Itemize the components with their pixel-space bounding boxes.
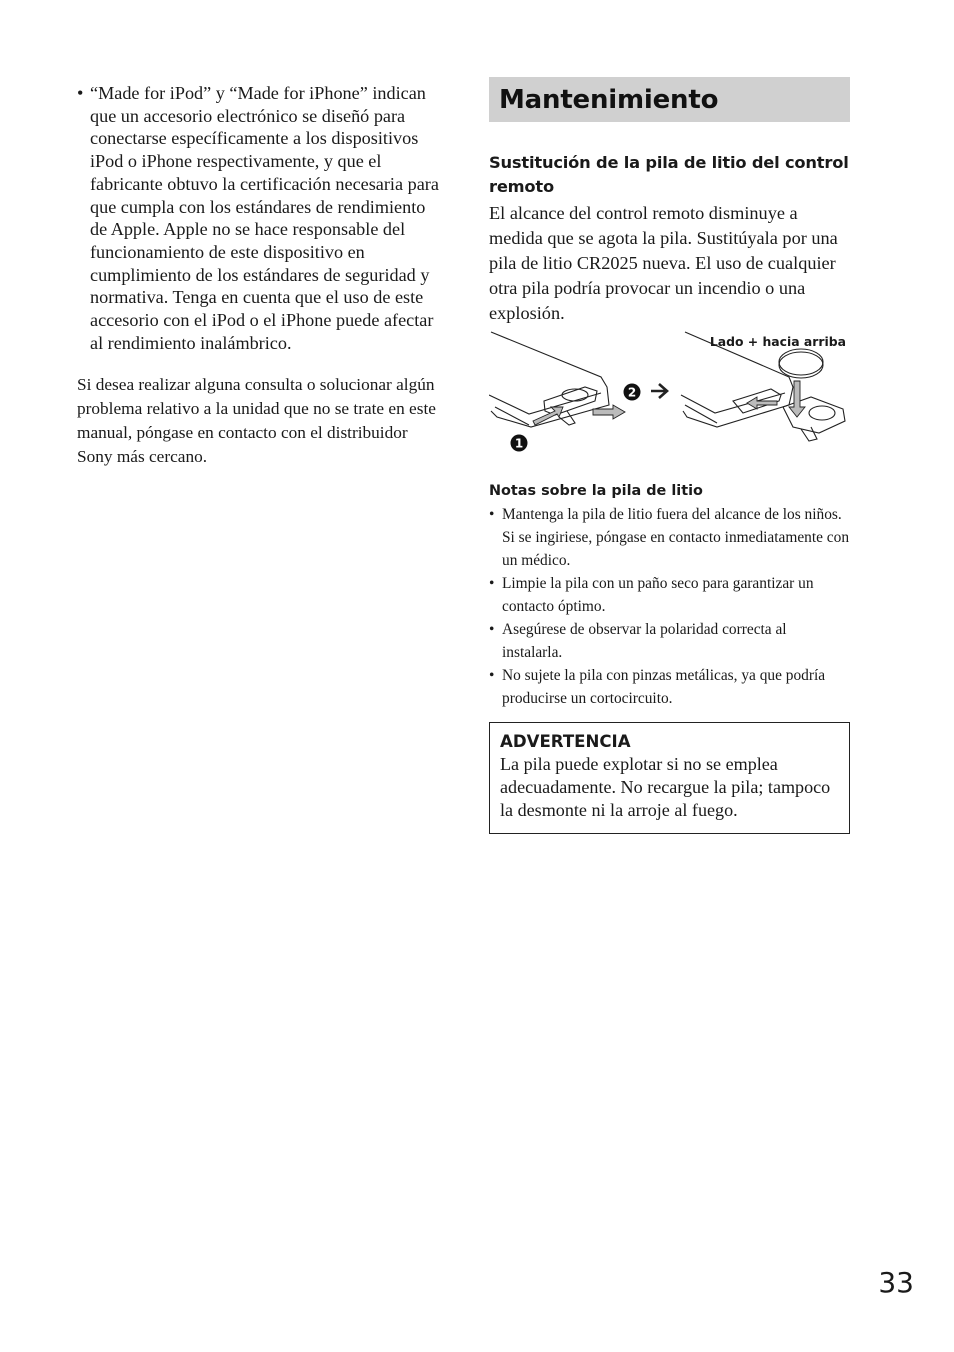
bullet-dot: • bbox=[489, 667, 495, 684]
left-column bbox=[77, 82, 442, 469]
battery-replacement-figure bbox=[489, 329, 850, 474]
pull-arrow bbox=[593, 405, 625, 419]
page-number: 33 bbox=[878, 1266, 914, 1299]
contact-paragraph: Si desea realizar alguna consulta o solucionar algún problema relativo a la unidad que no se trate en este manual, póngase en contacto con el distribuidor Sony más cercano. bbox=[77, 375, 436, 467]
iphone-bullet bbox=[77, 82, 442, 354]
remote-left-lower-edge bbox=[495, 407, 529, 425]
next-arrow bbox=[651, 384, 667, 398]
figure-label: Lado + hacia arriba bbox=[709, 334, 846, 349]
new-battery-top bbox=[779, 349, 823, 375]
right-column bbox=[489, 77, 850, 834]
note-text: Mantenga la pila de litio fuera del alcance de los niños. Si se ingiriese, póngase en contacto inmediatamente con un médico. bbox=[502, 506, 850, 569]
warning-title: ADVERTENCIA bbox=[500, 732, 631, 751]
note-text: No sujete la pila con pinzas metálicas, ya que podría producirse un cortocircuito. bbox=[502, 667, 826, 707]
battery-in-tray bbox=[809, 406, 835, 420]
step1-number: 1 bbox=[514, 436, 524, 451]
bullet-dot: • bbox=[489, 621, 495, 638]
list-item bbox=[489, 503, 850, 572]
subsection-title: Sustitución de la pila de litio del control remoto bbox=[489, 153, 849, 196]
bullet-dot: • bbox=[489, 575, 495, 592]
note-text: Limpie la pila con un paño seco para garantizar un contacto óptimo. bbox=[502, 575, 814, 615]
notes-title: Notas sobre la pila de litio bbox=[489, 483, 703, 499]
warning-box bbox=[489, 722, 850, 834]
list-item bbox=[489, 572, 850, 618]
battery-illustration bbox=[489, 329, 850, 474]
drop-arrow bbox=[789, 381, 805, 417]
notes-list bbox=[489, 503, 850, 710]
list-item bbox=[489, 618, 850, 664]
remote-right-lower-edge bbox=[685, 405, 717, 423]
body-paragraph: El alcance del control remoto disminuye a medida que se agota la pila. Sustitúyala por una pila de litio CR2025 nueva. El uso de cualquier otra pila podría provocar un incendio o una explosión. bbox=[489, 203, 838, 323]
battery-tray-right bbox=[783, 397, 845, 433]
bullet-dot: • bbox=[77, 83, 84, 103]
note-text: Asegúrese de observar la polaridad correcta al instalarla. bbox=[502, 621, 787, 661]
new-battery bbox=[779, 352, 823, 378]
bullet-dot: • bbox=[489, 506, 495, 523]
step2-number: 2 bbox=[627, 385, 637, 400]
section-header bbox=[489, 77, 850, 122]
list-item bbox=[489, 664, 850, 710]
warning-text: La pila puede explotar si no se emplea adecuadamente. No recargue la pila; tampoco la desmonte ni la arroje al fuego. bbox=[500, 754, 831, 821]
bullet-text: “Made for iPod” y “Made for iPhone” indican que un accesorio electrónico se diseñó para conectarse específicamente a los dispositivos iPod o iPhone respectivamente, y que el fabricante obtuvo la certificación necesaria para que cumpla con los estándares de rendimiento de Apple. Apple no se hace responsable del funcionamiento de este dispositivo en cumplimiento de los estándares de seguridad y normativa. Tenga en cuenta que el uso de este accesorio con el iPod o el iPhone puede afectar al rendimiento inalámbrico. bbox=[90, 83, 439, 353]
section-title: Mantenimiento bbox=[499, 84, 719, 115]
